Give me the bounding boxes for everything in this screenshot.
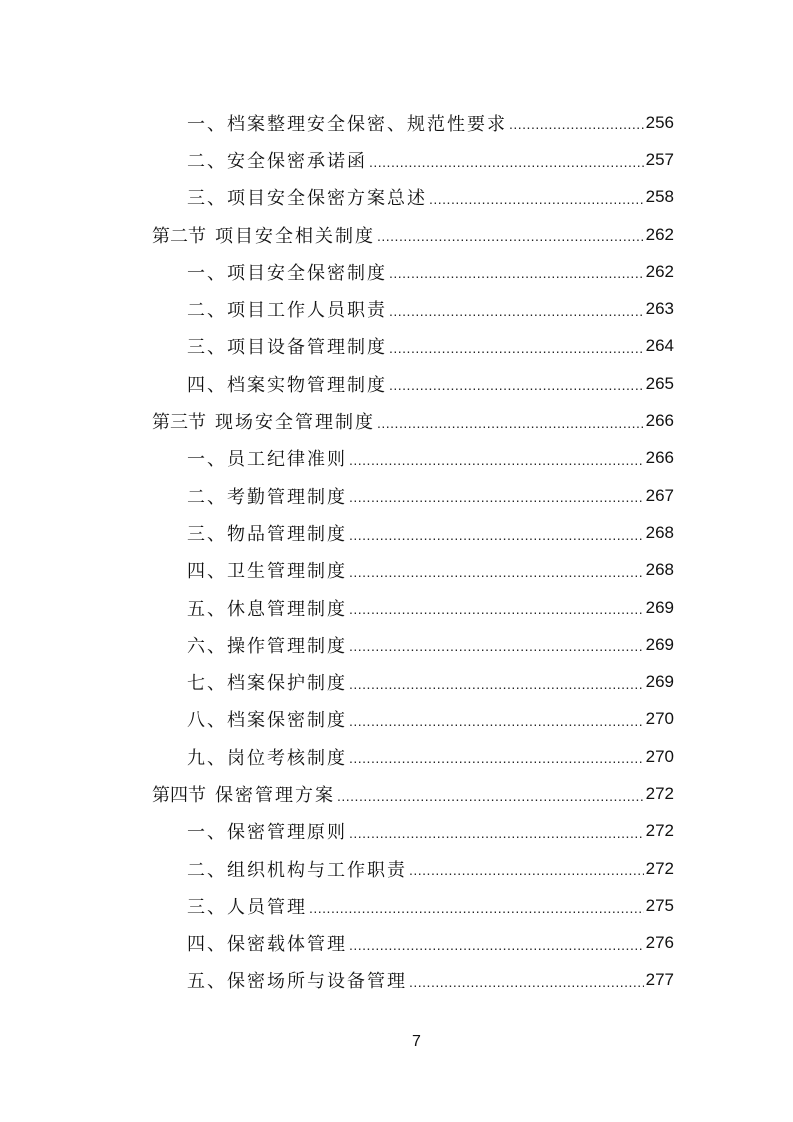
toc-entry-page: 270 (645, 709, 674, 729)
table-of-contents (152, 104, 674, 999)
toc-entry[interactable] (152, 328, 674, 365)
toc-entry[interactable] (152, 141, 674, 178)
toc-entry-number: 三、 (187, 896, 227, 917)
toc-entry-label (187, 557, 347, 583)
toc-entry-title: 档案保密制度 (227, 710, 347, 731)
dot-leader (389, 340, 644, 365)
toc-entry-title: 员工纪律准则 (227, 449, 347, 470)
toc-entry-label (187, 893, 307, 919)
toc-entry-title: 档案整理安全保密、规范性要求 (227, 113, 507, 134)
toc-entry-label (152, 781, 335, 807)
toc-entry-number: 六、 (187, 635, 227, 656)
toc-entry-page: 258 (645, 187, 674, 207)
toc-entry-label (187, 818, 347, 844)
dot-leader (349, 527, 644, 552)
toc-entry-label (152, 222, 375, 248)
toc-entry-title: 保密管理原则 (227, 822, 347, 843)
toc-entry-title: 项目安全相关制度 (215, 225, 375, 246)
page-number: 7 (412, 1033, 421, 1050)
toc-entry-number: 二、 (187, 486, 227, 507)
dot-leader (369, 154, 644, 179)
toc-entry-page: 268 (645, 522, 674, 542)
toc-entry-number: 四、 (187, 934, 227, 955)
dot-leader (409, 862, 644, 887)
toc-entry[interactable] (152, 552, 674, 589)
dot-leader (377, 228, 644, 253)
toc-entry-label (187, 744, 347, 770)
toc-entry-page: 257 (645, 149, 674, 169)
toc-entry-page: 276 (645, 933, 674, 953)
dot-leader (349, 750, 644, 775)
toc-entry-title: 岗位考核制度 (227, 747, 347, 768)
dot-leader (509, 116, 644, 141)
toc-entry-title: 人员管理 (227, 896, 307, 917)
dot-leader (349, 713, 644, 738)
toc-entry-label (187, 259, 387, 285)
toc-entry-label (187, 110, 507, 136)
toc-entry-label (187, 930, 347, 956)
toc-entry-title: 操作管理制度 (227, 635, 347, 656)
toc-entry-number: 二、 (187, 300, 227, 321)
toc-entry-page: 262 (645, 224, 674, 244)
toc-entry-number: 第三节 (152, 412, 206, 433)
toc-section-entry[interactable] (152, 216, 674, 253)
toc-entry-label (187, 296, 387, 322)
toc-entry-title: 项目工作人员职责 (227, 300, 387, 321)
toc-entry-title: 物品管理制度 (227, 523, 347, 544)
toc-entry-page: 270 (645, 746, 674, 766)
toc-entry-title: 保密场所与设备管理 (227, 971, 407, 992)
toc-entry-number: 三、 (187, 337, 227, 358)
dot-leader (349, 452, 644, 477)
toc-entry-page: 266 (645, 411, 674, 431)
toc-entry[interactable] (152, 887, 674, 924)
toc-entry-label (187, 706, 347, 732)
toc-entry-number: 四、 (187, 561, 227, 582)
toc-entry-title: 卫生管理制度 (227, 561, 347, 582)
toc-section-entry[interactable] (152, 775, 674, 812)
dot-leader (389, 303, 644, 328)
toc-entry-label (187, 184, 427, 210)
toc-section-entry[interactable] (152, 402, 674, 439)
dot-leader (309, 900, 644, 925)
toc-entry-title: 休息管理制度 (227, 598, 347, 619)
toc-entry-number: 三、 (187, 523, 227, 544)
dot-leader (377, 415, 644, 440)
toc-entry-title: 档案实物管理制度 (227, 374, 387, 395)
toc-entry-page: 264 (645, 336, 674, 356)
toc-entry-page: 269 (645, 597, 674, 617)
toc-entry[interactable] (152, 589, 674, 626)
toc-entry-number: 八、 (187, 710, 227, 731)
toc-entry-page: 268 (645, 560, 674, 580)
toc-entry-number: 一、 (187, 822, 227, 843)
dot-leader (349, 489, 644, 514)
toc-entry[interactable] (152, 290, 674, 327)
toc-entry[interactable] (152, 440, 674, 477)
dot-leader (349, 601, 644, 626)
toc-entry[interactable] (152, 365, 674, 402)
toc-entry[interactable] (152, 477, 674, 514)
toc-entry-label (187, 632, 347, 658)
toc-entry-label (187, 483, 347, 509)
toc-entry-page: 266 (645, 448, 674, 468)
toc-entry[interactable] (152, 514, 674, 551)
toc-entry-label (187, 520, 347, 546)
toc-entry-title: 项目安全保密制度 (227, 262, 387, 283)
toc-entry-number: 二、 (187, 859, 227, 880)
dot-leader (389, 265, 644, 290)
toc-entry-number: 四、 (187, 374, 227, 395)
toc-entry-page: 267 (645, 485, 674, 505)
toc-entry-number: 五、 (187, 971, 227, 992)
toc-entry[interactable] (152, 253, 674, 290)
toc-entry-page: 262 (645, 261, 674, 281)
toc-entry[interactable] (152, 626, 674, 663)
toc-entry-label (187, 595, 347, 621)
toc-entry-page: 272 (645, 858, 674, 878)
toc-entry-page: 256 (645, 112, 674, 132)
toc-entry-title: 现场安全管理制度 (215, 412, 375, 433)
toc-entry-label (187, 371, 387, 397)
toc-entry-number: 二、 (187, 150, 227, 171)
dot-leader (349, 564, 644, 589)
toc-entry[interactable] (152, 104, 674, 141)
toc-entry-page: 272 (645, 783, 674, 803)
dot-leader (349, 825, 644, 850)
toc-entry[interactable] (152, 738, 674, 775)
toc-entry-title: 安全保密承诺函 (227, 150, 367, 171)
toc-entry-title: 组织机构与工作职责 (227, 859, 407, 880)
toc-entry-title: 保密载体管理 (227, 934, 347, 955)
toc-entry-title: 保密管理方案 (215, 784, 335, 805)
toc-entry-title: 档案保护制度 (227, 673, 347, 694)
toc-entry-label (187, 333, 387, 359)
toc-entry-label (187, 856, 407, 882)
toc-entry-number: 第二节 (152, 225, 206, 246)
dot-leader (337, 788, 644, 813)
toc-entry-number: 第四节 (152, 784, 206, 805)
toc-entry-number: 七、 (187, 673, 227, 694)
toc-entry-label (152, 408, 375, 434)
toc-entry-page: 263 (645, 299, 674, 319)
dot-leader (349, 676, 644, 701)
toc-entry-page: 277 (645, 970, 674, 990)
toc-entry[interactable] (152, 962, 674, 999)
toc-entry-title: 项目设备管理制度 (227, 337, 387, 358)
toc-entry-page: 275 (645, 895, 674, 915)
toc-entry-label (187, 967, 407, 993)
toc-entry[interactable] (152, 663, 674, 700)
toc-entry[interactable] (152, 179, 674, 216)
dot-leader (389, 377, 644, 402)
toc-entry-page: 265 (645, 373, 674, 393)
toc-entry-title: 项目安全保密方案总述 (227, 188, 427, 209)
dot-leader (349, 937, 644, 962)
toc-entry[interactable] (152, 813, 674, 850)
toc-entry-title: 考勤管理制度 (227, 486, 347, 507)
dot-leader (349, 638, 644, 663)
toc-entry[interactable] (152, 701, 674, 738)
toc-entry-page: 272 (645, 821, 674, 841)
toc-entry-number: 一、 (187, 262, 227, 283)
toc-entry[interactable] (152, 925, 674, 962)
toc-entry-label (187, 147, 367, 173)
dot-leader (409, 974, 644, 999)
toc-entry-number: 一、 (187, 113, 227, 134)
toc-entry-page: 269 (645, 672, 674, 692)
toc-entry-label (187, 669, 347, 695)
toc-entry-number: 一、 (187, 449, 227, 470)
toc-entry[interactable] (152, 850, 674, 887)
toc-entry-number: 三、 (187, 188, 227, 209)
toc-entry-page: 269 (645, 634, 674, 654)
dot-leader (429, 191, 644, 216)
toc-entry-number: 五、 (187, 598, 227, 619)
toc-entry-label (187, 445, 347, 471)
toc-entry-number: 九、 (187, 747, 227, 768)
